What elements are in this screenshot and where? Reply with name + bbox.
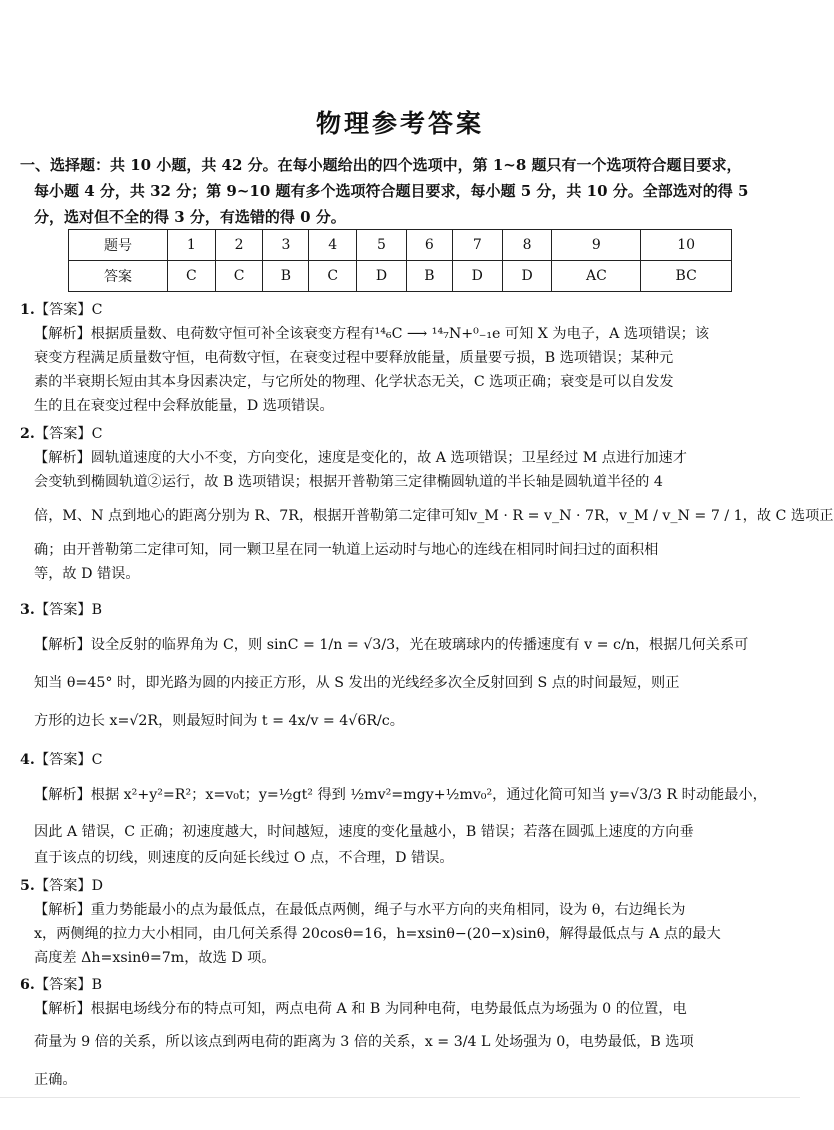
question-head — [20, 973, 782, 997]
intro-line-1: 一、选择题：共 10 小题，共 42 分。在每小题给出的四个选项中，第 1~8 题只有一个选项符合题目要求， — [20, 156, 742, 174]
explanation-line: 【解析】圆轨道速度的大小不变，方向变化，速度是变化的，故 A 选项错误；卫星经过 M 点进行加速才 — [34, 450, 687, 466]
explanation-line: 【解析】根据电场线分布的特点可知，两点电荷 A 和 B 为同种电荷，电势最低点为场强为 0 的位置，电 — [34, 1001, 687, 1017]
explanation-line: 方形的边长 x=√2R，则最短时间为 t = 4x/v = 4√6R/c。 — [34, 713, 404, 729]
explanation-line: 【解析】根据质量数、电荷数守恒可补全该衰变方程有¹⁴₆C ⟶ ¹⁴₇N+⁰₋₁e 可知 X 为电子，A 选项错误；该 — [34, 326, 710, 342]
explanation-line: 高度差 Δh=xsinθ=7m，故选 D 项。 — [34, 950, 276, 966]
explanation-line: 因此 A 错误，C 正确；初速度越大，时间越短，速度的变化量越小，B 错误；若落在圆弧上速度的方向垂 — [34, 824, 694, 840]
explanation-line: 确；由开普勒第二定律可知，同一颗卫星在同一轨道上运动时与地心的连线在相同时间扫过的面积相 — [34, 542, 659, 558]
table-cell: 7 — [452, 230, 502, 261]
question-1 — [20, 298, 782, 418]
explanation-line — [20, 494, 834, 538]
page-title: 物理参考答案 — [315, 109, 484, 138]
table-cell: AC — [552, 261, 641, 292]
answer-label: 【答案】 — [34, 977, 92, 993]
table-cell: 10 — [641, 230, 732, 261]
answer-value: C — [91, 302, 103, 318]
page-bottom-divider — [0, 1097, 800, 1098]
table-cell: 2 — [215, 230, 263, 261]
explanation-line: 等，故 D 错误。 — [34, 566, 140, 582]
explanation-text: ，故 C 选项正 — [742, 508, 834, 524]
answer-label: 【答案】 — [34, 752, 92, 768]
question-5 — [20, 874, 782, 970]
table-cell: B — [263, 261, 309, 292]
question-4 — [20, 748, 782, 870]
question-number: 6. — [20, 977, 35, 993]
explanation-line: 【解析】根据 x²+y²=R²；x=v₀t；y=½gt² 得到 ½mv²=mgy+½mv₀²，通过化简可知当 y=√3/3 R 时动能最小， — [34, 787, 767, 803]
explanation-line: 【解析】设全反射的临界角为 C，则 sinC = 1/n = √3/3，光在玻璃球内的传播速度有 v = c/n，根据几何关系可 — [34, 637, 749, 653]
table-header-number: 题号 — [69, 230, 168, 261]
question-head — [20, 298, 782, 322]
section-intro — [20, 152, 782, 230]
table-cell: 1 — [168, 230, 216, 261]
table-cell: 4 — [309, 230, 357, 261]
table-cell: D — [452, 261, 502, 292]
table-cell: 5 — [357, 230, 407, 261]
question-number: 2. — [20, 426, 35, 442]
answer-value: C — [91, 752, 103, 768]
answer-label: 【答案】 — [34, 878, 92, 894]
question-3 — [20, 598, 782, 744]
question-6 — [20, 973, 782, 1097]
table-row-numbers — [69, 230, 732, 261]
table-row-answers — [69, 261, 732, 292]
table-cell: 3 — [263, 230, 309, 261]
explanation-line: 素的半衰期长短由其本身因素决定，与它所处的物理、化学状态无关，C 选项正确；衰变是可以自发发 — [34, 374, 674, 390]
explanation-line: 知当 θ=45° 时，即光路为圆的内接正方形，从 S 发出的光线经多次全反射回到 S 点的时间最短，则正 — [34, 675, 680, 691]
explanation-line: 会变轨到椭圆轨道②运行，故 B 选项错误；根据开普勒第三定律椭圆轨道的半长轴是圆轨道半径的 4 — [34, 474, 663, 490]
explanation-line: x，两侧绳的拉力大小相同，由几何关系得 20cosθ=16，h=xsinθ−(20−x)sinθ，解得最低点与 A 点的最大 — [34, 926, 721, 942]
explanation-line: 【解析】重力势能最小的点为最低点，在最低点两侧，绳子与水平方向的夹角相同，设为 θ，右边绳长为 — [34, 902, 686, 918]
explanation-line: 衰变方程满足质量数守恒，电荷数守恒，在衰变过程中要释放能量，质量要亏损，B 选项错误；某种元 — [34, 350, 674, 366]
question-number: 5. — [20, 878, 35, 894]
table-cell: C — [309, 261, 357, 292]
table-cell: 9 — [552, 230, 641, 261]
answer-value: C — [91, 426, 103, 442]
answer-value: B — [91, 977, 103, 993]
answer-value: D — [91, 878, 103, 894]
question-head — [20, 422, 782, 446]
table-cell: C — [168, 261, 216, 292]
question-head — [20, 598, 782, 622]
table-cell: C — [215, 261, 263, 292]
table-cell: 6 — [406, 230, 452, 261]
explanation-line: 正确。 — [34, 1072, 77, 1088]
question-number: 3. — [20, 602, 35, 618]
answer-label: 【答案】 — [34, 302, 92, 318]
table-cell: B — [406, 261, 452, 292]
table-cell: BC — [641, 261, 732, 292]
table-cell: 8 — [502, 230, 552, 261]
question-head — [20, 874, 782, 898]
explanation-line: 直于该点的切线，则速度的反向延长线过 O 点，不合理，D 错误。 — [34, 850, 454, 866]
question-2 — [20, 422, 834, 586]
table-header-answer: 答案 — [69, 261, 168, 292]
answer-label: 【答案】 — [34, 602, 92, 618]
explanation-text: 倍，M、N 点到地心的距离分别为 R、7R，根据开普勒第二定律可知 — [34, 508, 470, 524]
explanation-line: 荷量为 9 倍的关系，所以该点到两电荷的距离为 3 倍的关系，x = 3/4 L 处场强为 0，电势最低，B 选项 — [34, 1034, 694, 1050]
answer-value: B — [91, 602, 103, 618]
question-number: 4. — [20, 752, 35, 768]
question-head — [20, 748, 782, 772]
answer-table — [68, 229, 732, 292]
intro-line-3: 分，选对但不全的得 3 分，有选错的得 0 分。 — [34, 208, 346, 226]
intro-line-2: 每小题 4 分，共 32 分；第 9~10 题有多个选项符合题目要求，每小题 5 分，共 10 分。全部选对的得 5 — [34, 182, 749, 200]
table-cell: D — [357, 261, 407, 292]
formula-velocity-relation: v_M · R = v_N · 7R， — [469, 508, 619, 524]
formula-velocity-ratio: v_M / v_N = 7 / 1 — [618, 508, 743, 524]
table-cell: D — [502, 261, 552, 292]
answer-label: 【答案】 — [34, 426, 92, 442]
question-number: 1. — [20, 302, 35, 318]
explanation-line: 生的且在衰变过程中会释放能量，D 选项错误。 — [34, 398, 334, 414]
